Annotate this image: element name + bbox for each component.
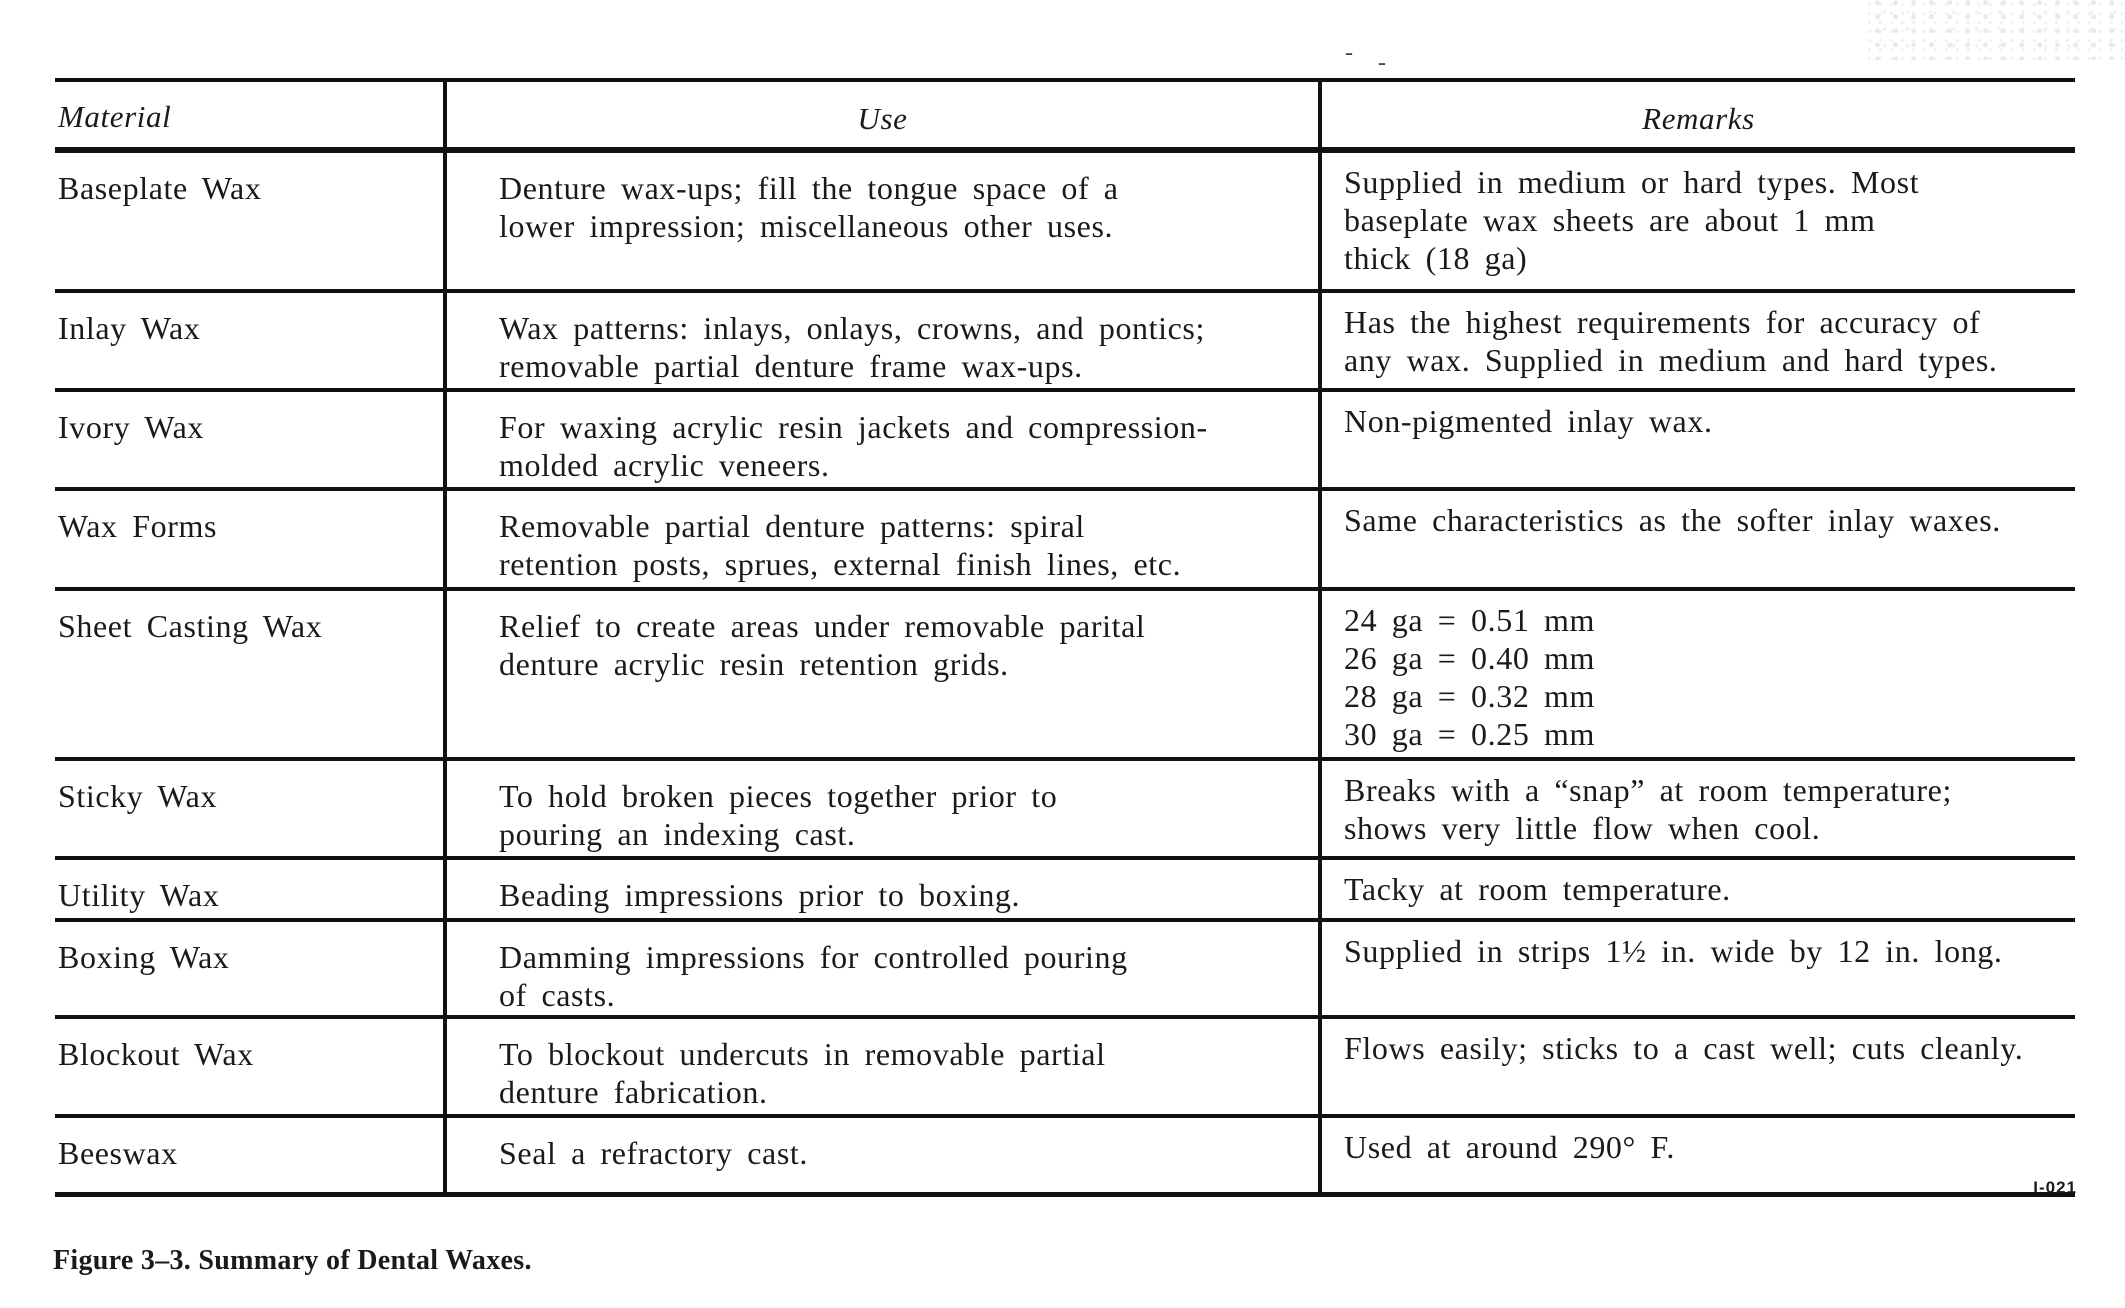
remarks-line: 30 ga = 0.25 mm bbox=[1344, 716, 1596, 752]
table-row bbox=[55, 858, 2075, 920]
table-row bbox=[55, 589, 2075, 759]
remarks-cell bbox=[1320, 489, 2075, 589]
use-line: To blockout undercuts in removable partial bbox=[499, 1036, 1106, 1072]
use-cell bbox=[445, 589, 1320, 759]
material-cell: Sticky Wax bbox=[55, 759, 445, 858]
use-line: Relief to create areas under removable parital bbox=[499, 608, 1146, 644]
use-line: molded acrylic veneers. bbox=[499, 447, 830, 483]
table-row bbox=[55, 920, 2075, 1017]
remarks-cell bbox=[1320, 920, 2075, 1017]
remarks-cell bbox=[1320, 390, 2075, 489]
material-cell: Inlay Wax bbox=[55, 291, 445, 390]
remarks-cell bbox=[1320, 291, 2075, 390]
remarks-line: Has the highest requirements for accuracy of bbox=[1344, 304, 1981, 340]
material-cell: Baseplate Wax bbox=[55, 150, 445, 291]
remarks-cell bbox=[1320, 1017, 2075, 1116]
remarks-cell bbox=[1320, 150, 2075, 291]
use-cell bbox=[445, 291, 1320, 390]
use-line: removable partial denture frame wax-ups. bbox=[499, 348, 1083, 384]
dental-waxes-table bbox=[55, 78, 2075, 1197]
material-cell: Ivory Wax bbox=[55, 390, 445, 489]
remarks-line: Tacky at room temperature. bbox=[1344, 871, 1731, 907]
use-line: Seal a refractory cast. bbox=[499, 1135, 808, 1171]
use-line: Wax patterns: inlays, onlays, crowns, and pontics; bbox=[499, 310, 1205, 346]
remarks-line: baseplate wax sheets are about 1 mm bbox=[1344, 202, 1876, 238]
figure-caption: Figure 3–3. Summary of Dental Waxes. bbox=[53, 1245, 532, 1276]
use-line: To hold broken pieces together prior to bbox=[499, 778, 1058, 814]
stray-mark: - bbox=[1378, 50, 1386, 76]
use-cell bbox=[445, 920, 1320, 1017]
use-cell bbox=[445, 150, 1320, 291]
material-cell: Beeswax bbox=[55, 1116, 445, 1194]
table-header-row bbox=[55, 80, 2075, 150]
remarks-line: 26 ga = 0.40 mm bbox=[1344, 640, 1596, 676]
material-cell: Wax Forms bbox=[55, 489, 445, 589]
table-row bbox=[55, 1017, 2075, 1116]
remarks-line: 28 ga = 0.32 mm bbox=[1344, 678, 1596, 714]
table-row bbox=[55, 150, 2075, 291]
stray-mark: ‐ bbox=[1345, 40, 1353, 66]
use-cell bbox=[445, 858, 1320, 920]
use-line: Beading impressions prior to boxing. bbox=[499, 877, 1021, 913]
material-cell: Utility Wax bbox=[55, 858, 445, 920]
table-row bbox=[55, 489, 2075, 589]
remarks-line: Used at around 290° F. bbox=[1344, 1129, 1675, 1165]
remarks-line: thick (18 ga) bbox=[1344, 240, 1528, 276]
use-cell bbox=[445, 759, 1320, 858]
remarks-cell bbox=[1320, 589, 2075, 759]
table-row bbox=[55, 291, 2075, 390]
remarks-cell bbox=[1320, 1116, 2075, 1194]
remarks-line: Supplied in medium or hard types. Most bbox=[1344, 164, 1920, 200]
remarks-line: Supplied in strips 1½ in. wide by 12 in. long. bbox=[1344, 933, 2003, 969]
use-line: Denture wax-ups; fill the tongue space of a bbox=[499, 170, 1119, 206]
use-line: Damming impressions for controlled pouring bbox=[499, 939, 1128, 975]
use-line: For waxing acrylic resin jackets and compression- bbox=[499, 409, 1208, 445]
use-line: retention posts, sprues, external finish lines, etc. bbox=[499, 546, 1182, 582]
remarks-line: Flows easily; sticks to a cast well; cuts cleanly. bbox=[1344, 1030, 2024, 1066]
material-cell: Sheet Casting Wax bbox=[55, 589, 445, 759]
header-use: Use bbox=[445, 80, 1320, 150]
use-line: denture acrylic resin retention grids. bbox=[499, 646, 1009, 682]
remarks-line: Breaks with a “snap” at room temperature; bbox=[1344, 772, 1952, 808]
table-row bbox=[55, 1116, 2075, 1194]
table-row bbox=[55, 390, 2075, 489]
use-cell bbox=[445, 1116, 1320, 1194]
header-remarks: Remarks bbox=[1320, 80, 2075, 150]
material-cell: Blockout Wax bbox=[55, 1017, 445, 1116]
remarks-line: Non-pigmented inlay wax. bbox=[1344, 403, 1713, 439]
remarks-line: Same characteristics as the softer inlay waxes. bbox=[1344, 502, 2001, 538]
remarks-line: any wax. Supplied in medium and hard types. bbox=[1344, 342, 1998, 378]
scan-speckle bbox=[1865, 0, 2125, 60]
use-line: Removable partial denture patterns: spiral bbox=[499, 508, 1085, 544]
use-line: lower impression; miscellaneous other uses. bbox=[499, 208, 1114, 244]
use-line: denture fabrication. bbox=[499, 1074, 768, 1110]
use-cell bbox=[445, 489, 1320, 589]
header-material: Material bbox=[55, 80, 445, 150]
use-line: of casts. bbox=[499, 977, 616, 1013]
use-line: pouring an indexing cast. bbox=[499, 816, 856, 852]
remarks-cell bbox=[1320, 759, 2075, 858]
remarks-cell bbox=[1320, 858, 2075, 920]
material-cell: Boxing Wax bbox=[55, 920, 445, 1017]
use-cell bbox=[445, 1017, 1320, 1116]
remarks-line: shows very little flow when cool. bbox=[1344, 810, 1821, 846]
remarks-line: 24 ga = 0.51 mm bbox=[1344, 602, 1596, 638]
table-row bbox=[55, 759, 2075, 858]
use-cell bbox=[445, 390, 1320, 489]
figure-code: I-021 bbox=[2033, 1178, 2077, 1197]
